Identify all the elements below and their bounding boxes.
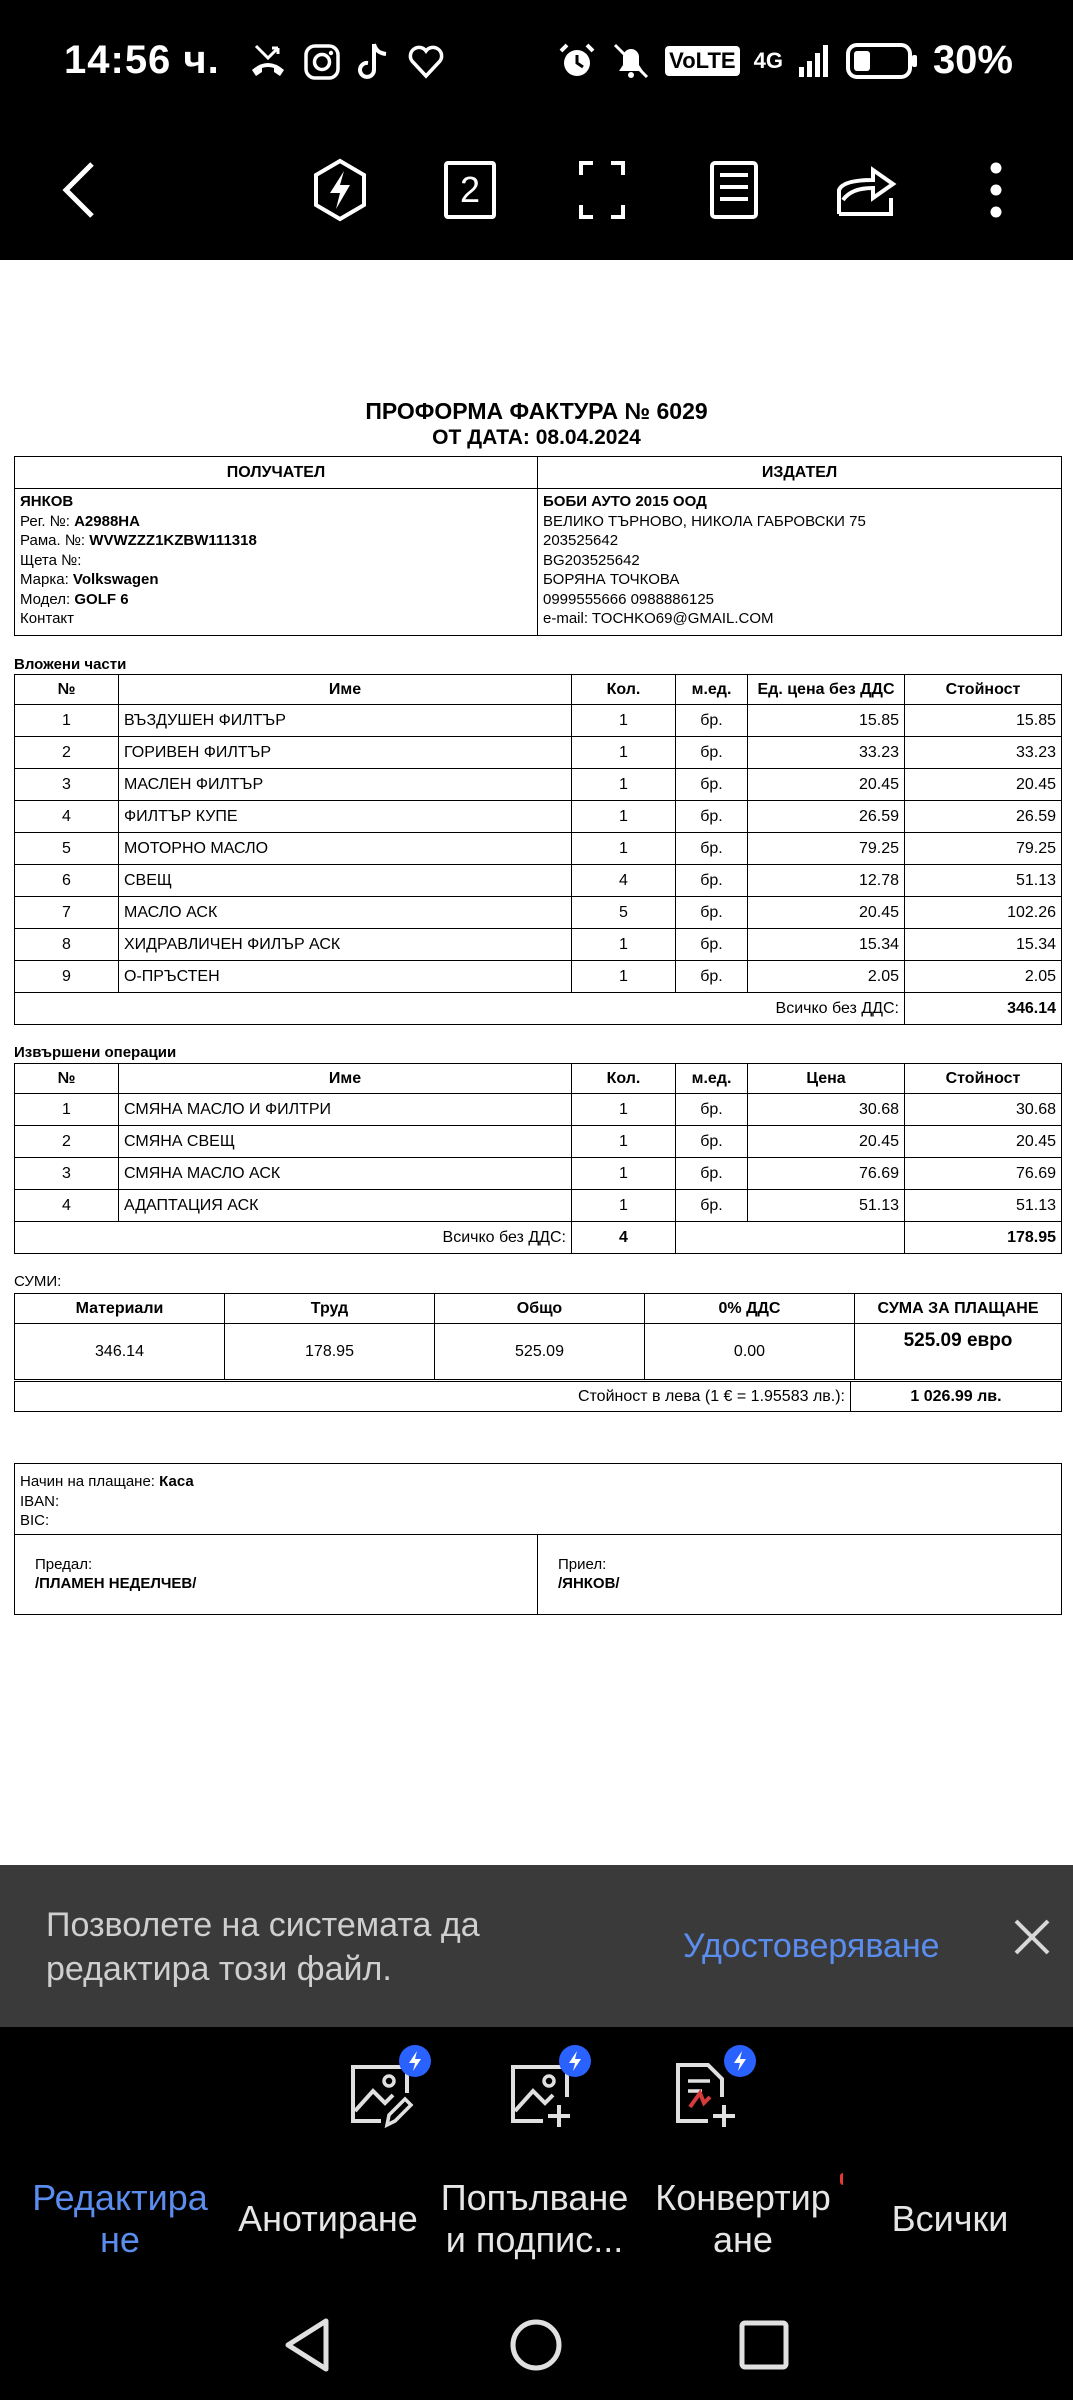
sum-materials: 346.14 bbox=[15, 1324, 225, 1380]
cell-value: 2.05 bbox=[905, 961, 1062, 993]
fullscreen-icon bbox=[577, 159, 627, 221]
cell-unit: бр. bbox=[676, 705, 748, 737]
reading-mode-button[interactable] bbox=[694, 150, 774, 230]
fullscreen-button[interactable] bbox=[562, 150, 642, 230]
cell-name: СМЯНА СВЕЩ bbox=[119, 1126, 572, 1158]
cell-qty: 1 bbox=[572, 929, 676, 961]
issuer-header: ИЗДАТЕЛ bbox=[538, 457, 1062, 489]
payment-method-label: Начин на плащане: bbox=[20, 1473, 155, 1490]
cell-name: МАСЛЕН ФИЛТЪР bbox=[119, 769, 572, 801]
col-qty: Кол. bbox=[572, 675, 676, 705]
page-count-button[interactable] bbox=[430, 150, 510, 230]
operations-label: Извършени операции bbox=[14, 1044, 177, 1061]
cell-value: 51.13 bbox=[905, 1190, 1062, 1222]
cell-name: ХИДРАВЛИЧЕН ФИЛЪР АСК bbox=[119, 929, 572, 961]
cell-number: 2 bbox=[15, 1126, 119, 1158]
back-button[interactable] bbox=[38, 150, 118, 230]
battery-icon bbox=[845, 41, 919, 81]
cell-value: 20.45 bbox=[905, 769, 1062, 801]
received-block bbox=[538, 1534, 1062, 1614]
cell-name: О-ПРЪСТЕН bbox=[119, 961, 572, 993]
handed-name: /ПЛАМЕН НЕДЕЛЧЕВ/ bbox=[35, 1575, 197, 1592]
cell-name: МАСЛО АСК bbox=[119, 897, 572, 929]
leva-table bbox=[14, 1381, 1062, 1412]
cell-number: 3 bbox=[15, 769, 119, 801]
convert-badge-dot bbox=[840, 2173, 846, 2185]
cell-qty: 1 bbox=[572, 705, 676, 737]
page-count-icon: 2 bbox=[444, 161, 496, 219]
col-value: Стойност bbox=[905, 675, 1062, 705]
cell-price: 33.23 bbox=[748, 737, 905, 769]
model-value: GOLF 6 bbox=[74, 590, 129, 608]
cell-unit: бр. bbox=[676, 961, 748, 993]
sum-header-payable: СУМА ЗА ПЛАЩАНЕ bbox=[855, 1294, 1062, 1324]
cell-number: 5 bbox=[15, 833, 119, 865]
table-row bbox=[15, 1190, 1062, 1222]
bottom-tabs bbox=[0, 2157, 1073, 2287]
clock: 14:56 ч. bbox=[64, 38, 220, 82]
cell-qty: 1 bbox=[572, 961, 676, 993]
nav-recents-icon[interactable] bbox=[738, 2319, 790, 2371]
received-name: /ЯНКОВ/ bbox=[558, 1575, 620, 1592]
issuer-email: e-mail: TOCHKO69@GMAIL.COM bbox=[543, 610, 774, 627]
col-unit: м.ед. bbox=[676, 675, 748, 705]
payment-block bbox=[15, 1464, 1062, 1535]
cell-unit: бр. bbox=[676, 737, 748, 769]
premium-bolt-icon bbox=[724, 2045, 756, 2077]
cell-unit: бр. bbox=[676, 1158, 748, 1190]
edit-tools-row bbox=[0, 2027, 1073, 2157]
cell-value: 102.26 bbox=[905, 897, 1062, 929]
issuer-block bbox=[538, 489, 1062, 636]
cell-value: 33.23 bbox=[905, 737, 1062, 769]
cell-name: ВЪЗДУШЕН ФИЛТЪР bbox=[119, 705, 572, 737]
handed-label: Предал: bbox=[35, 1555, 93, 1573]
table-row bbox=[15, 865, 1062, 897]
frame-value: WVWZZZ1KZBW111318 bbox=[89, 532, 257, 549]
parts-label: Вложени части bbox=[14, 656, 127, 673]
cell-number: 7 bbox=[15, 897, 119, 929]
cell-price: 26.59 bbox=[748, 801, 905, 833]
sum-payable: 525.09 евро bbox=[855, 1324, 1062, 1380]
add-image-button[interactable] bbox=[505, 2059, 575, 2129]
sum-header-vat: 0% ДДС bbox=[645, 1294, 855, 1324]
reg-value: A2988HA bbox=[74, 512, 140, 530]
col-number: № bbox=[15, 1064, 119, 1094]
cell-unit: бр. bbox=[676, 833, 748, 865]
reg-label: Рег. №: bbox=[20, 512, 70, 530]
operations-total-value: 178.95 bbox=[905, 1222, 1062, 1254]
handed-block bbox=[15, 1534, 538, 1614]
operations-rows bbox=[15, 1094, 1062, 1222]
share-button[interactable] bbox=[826, 150, 906, 230]
table-row bbox=[15, 961, 1062, 993]
battery-percent: 30% bbox=[932, 38, 1013, 82]
cell-price: 20.45 bbox=[748, 1126, 905, 1158]
cell-name: МОТОРНО МАСЛО bbox=[119, 833, 572, 865]
operations-table bbox=[14, 1063, 1062, 1254]
bic-label: BIC: bbox=[20, 1512, 50, 1529]
operations-total-qty: 4 bbox=[572, 1222, 676, 1254]
sum-header-materials: Материали bbox=[15, 1294, 225, 1324]
parts-total-value: 346.14 bbox=[905, 993, 1062, 1025]
cell-price: 76.69 bbox=[748, 1158, 905, 1190]
status-bar bbox=[0, 0, 1073, 120]
cell-number: 2 bbox=[15, 737, 119, 769]
cell-qty: 1 bbox=[572, 1094, 676, 1126]
instagram-icon bbox=[302, 40, 342, 84]
cell-unit: бр. bbox=[676, 897, 748, 929]
network-type: 4G bbox=[753, 47, 783, 73]
back-icon bbox=[58, 160, 98, 220]
sum-labor: 178.95 bbox=[225, 1324, 435, 1380]
cell-number: 1 bbox=[15, 1094, 119, 1126]
payment-table bbox=[14, 1463, 1062, 1615]
cell-number: 8 bbox=[15, 929, 119, 961]
cell-number: 1 bbox=[15, 705, 119, 737]
parts-table bbox=[14, 674, 1062, 1025]
cell-value: 76.69 bbox=[905, 1158, 1062, 1190]
cell-qty: 1 bbox=[572, 833, 676, 865]
missed-call-icon bbox=[248, 40, 288, 84]
issuer-eik: 203525642 bbox=[543, 532, 619, 549]
cell-price: 12.78 bbox=[748, 865, 905, 897]
cell-qty: 1 bbox=[572, 737, 676, 769]
tab-all[interactable]: Всички bbox=[891, 2198, 1009, 2239]
cell-number: 9 bbox=[15, 961, 119, 993]
cell-price: 15.34 bbox=[748, 929, 905, 961]
tires-label: Щета №: bbox=[20, 551, 82, 569]
cell-price: 15.85 bbox=[748, 705, 905, 737]
recipient-name: ЯНКОВ bbox=[20, 493, 74, 510]
cell-value: 15.85 bbox=[905, 705, 1062, 737]
reading-mode-icon bbox=[708, 159, 760, 221]
cell-price: 79.25 bbox=[748, 833, 905, 865]
cell-value: 15.34 bbox=[905, 929, 1062, 961]
col-name: Име bbox=[119, 1064, 572, 1094]
cell-price: 30.68 bbox=[748, 1094, 905, 1126]
volte-badge: VoLTE bbox=[665, 46, 739, 76]
col-value: Стойност bbox=[905, 1064, 1062, 1094]
cell-number: 4 bbox=[15, 801, 119, 833]
received-label: Приел: bbox=[558, 1555, 607, 1573]
cell-value: 20.45 bbox=[905, 1126, 1062, 1158]
banner-message: Позволете на системата да редактира този файл. bbox=[46, 1906, 480, 1988]
table-row bbox=[15, 929, 1062, 961]
nav-home-icon[interactable] bbox=[508, 2317, 564, 2373]
navigation-bar bbox=[0, 2287, 1073, 2400]
signal-icon bbox=[797, 43, 831, 79]
top-toolbar bbox=[0, 120, 1073, 260]
cell-name: ГОРИВЕН ФИЛТЪР bbox=[119, 737, 572, 769]
issuer-phones: 0999555666 0988886125 bbox=[543, 590, 715, 608]
cell-unit: бр. bbox=[676, 1126, 748, 1158]
cell-qty: 1 bbox=[572, 1126, 676, 1158]
leva-value: 1 026.99 лв. bbox=[851, 1382, 1062, 1412]
cell-name: АДАПТАЦИЯ АСК bbox=[119, 1190, 572, 1222]
cell-price: 51.13 bbox=[748, 1190, 905, 1222]
share-icon bbox=[833, 160, 899, 220]
frame-label: Рама. №: bbox=[20, 532, 86, 549]
cell-unit: бр. bbox=[676, 865, 748, 897]
recipient-header: ПОЛУЧАТЕЛ bbox=[15, 457, 538, 489]
nav-back-icon[interactable] bbox=[282, 2317, 332, 2373]
notification-icons bbox=[248, 40, 446, 84]
make-value: Volkswagen bbox=[72, 571, 159, 588]
parts-rows bbox=[15, 705, 1062, 993]
col-number: № bbox=[15, 675, 119, 705]
cell-value: 51.13 bbox=[905, 865, 1062, 897]
cell-number: 3 bbox=[15, 1158, 119, 1190]
premium-bolt-icon bbox=[399, 2045, 431, 2077]
contact-label: Контакт bbox=[20, 610, 75, 627]
col-unit: м.ед. bbox=[676, 1064, 748, 1094]
table-row bbox=[15, 705, 1062, 737]
cell-number: 4 bbox=[15, 1190, 119, 1222]
tab-convert[interactable]: Конвертир ане bbox=[655, 2177, 831, 2260]
payment-method-value: Каса bbox=[159, 1473, 194, 1490]
leva-label: Стойност в лева (1 € = 1.95583 лв.): bbox=[15, 1382, 851, 1412]
invoice-title: ПРОФОРМА ФАКТУРА № 6029 bbox=[365, 398, 708, 424]
invoice-date: ОТ ДАТА: 08.04.2024 bbox=[432, 426, 641, 449]
sums-label: СУМИ: bbox=[14, 1273, 62, 1290]
parties-table bbox=[14, 456, 1062, 636]
sign-pdf-button[interactable] bbox=[670, 2059, 740, 2129]
col-name: Име bbox=[119, 675, 572, 705]
cell-qty: 5 bbox=[572, 897, 676, 929]
cell-qty: 1 bbox=[572, 801, 676, 833]
sums-table bbox=[14, 1293, 1062, 1380]
tab-annotate[interactable]: Анотиране bbox=[238, 2198, 418, 2239]
sum-vat: 0.00 bbox=[645, 1324, 855, 1380]
table-row bbox=[15, 1094, 1062, 1126]
edit-image-button[interactable] bbox=[345, 2059, 415, 2129]
cell-value: 26.59 bbox=[905, 801, 1062, 833]
cell-number: 6 bbox=[15, 865, 119, 897]
premium-bolt-icon bbox=[559, 2045, 591, 2077]
cell-price: 20.45 bbox=[748, 897, 905, 929]
cell-name: СМЯНА МАСЛО АСК bbox=[119, 1158, 572, 1190]
cell-qty: 1 bbox=[572, 1190, 676, 1222]
table-row bbox=[15, 1126, 1062, 1158]
mute-icon bbox=[611, 41, 651, 81]
cell-qty: 4 bbox=[572, 865, 676, 897]
issuer-person: БОРЯНА ТОЧКОВА bbox=[543, 571, 680, 588]
cell-value: 30.68 bbox=[905, 1094, 1062, 1126]
parts-total-label: Всичко без ДДС: bbox=[15, 993, 905, 1025]
col-unit-price: Ед. цена без ДДС bbox=[748, 675, 905, 705]
cell-unit: бр. bbox=[676, 1190, 748, 1222]
table-row bbox=[15, 1158, 1062, 1190]
cell-name: ФИЛТЪР КУПЕ bbox=[119, 801, 572, 833]
sum-header-total: Общо bbox=[435, 1294, 645, 1324]
alarm-icon bbox=[557, 41, 597, 81]
table-row bbox=[15, 833, 1062, 865]
flash-button[interactable] bbox=[300, 150, 380, 230]
table-row bbox=[15, 737, 1062, 769]
operations-total-label: Всичко без ДДС: bbox=[15, 1222, 572, 1254]
cell-price: 2.05 bbox=[748, 961, 905, 993]
issuer-vat: BG203525642 bbox=[543, 551, 640, 569]
close-icon[interactable] bbox=[1010, 1915, 1054, 1959]
more-icon bbox=[988, 160, 1004, 220]
cell-unit: бр. bbox=[676, 769, 748, 801]
cell-unit: бр. bbox=[676, 1094, 748, 1126]
table-row bbox=[15, 769, 1062, 801]
tiktok-icon bbox=[356, 40, 392, 84]
table-row bbox=[15, 801, 1062, 833]
heart-icon bbox=[406, 40, 446, 84]
col-price: Цена bbox=[748, 1064, 905, 1094]
tab-edit[interactable]: Редактира не bbox=[32, 2177, 208, 2260]
recipient-block bbox=[15, 489, 538, 636]
cell-qty: 1 bbox=[572, 1158, 676, 1190]
system-icons bbox=[557, 38, 1013, 83]
cell-unit: бр. bbox=[676, 801, 748, 833]
cell-name: СВЕЩ bbox=[119, 865, 572, 897]
col-qty: Кол. bbox=[572, 1064, 676, 1094]
iban-label: IBAN: bbox=[20, 1492, 60, 1510]
cell-value: 79.25 bbox=[905, 833, 1062, 865]
issuer-name: БОБИ АУТО 2015 ООД bbox=[543, 493, 707, 510]
operations-total-spacer bbox=[676, 1222, 905, 1254]
cell-price: 20.45 bbox=[748, 769, 905, 801]
issuer-address: ВЕЛИКО ТЪРНОВО, НИКОЛА ГАБРОВСКИ 75 bbox=[543, 512, 866, 530]
make-label: Марка: bbox=[20, 571, 69, 588]
table-row bbox=[15, 897, 1062, 929]
flash-icon bbox=[310, 157, 370, 223]
verify-link[interactable]: Удостоверяване bbox=[683, 1927, 940, 1965]
cell-name: СМЯНА МАСЛО И ФИЛТРИ bbox=[119, 1094, 572, 1126]
edit-permission-banner bbox=[0, 1865, 1073, 2027]
sum-total: 525.09 bbox=[435, 1324, 645, 1380]
sum-header-labor: Труд bbox=[225, 1294, 435, 1324]
model-label: Модел: bbox=[20, 590, 71, 608]
document-page bbox=[0, 260, 1073, 1865]
tab-fill-sign[interactable]: Попълване и подпис... bbox=[440, 2177, 629, 2260]
cell-unit: бр. bbox=[676, 929, 748, 961]
more-button[interactable] bbox=[956, 150, 1036, 230]
cell-qty: 1 bbox=[572, 769, 676, 801]
